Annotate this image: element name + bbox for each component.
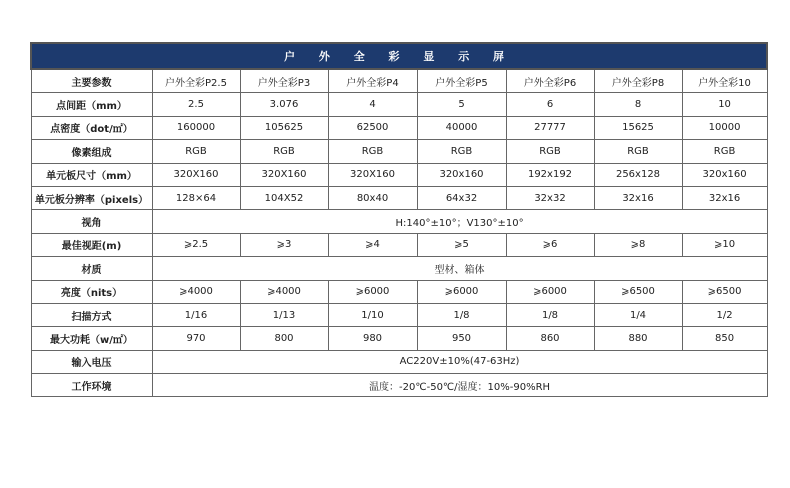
table-row [31,303,767,326]
table-cell: RGB [417,140,506,163]
table-cell: RGB [240,140,328,163]
table-cell: ⩾3 [240,233,328,256]
table-cell: 3.076 [240,93,328,116]
merged-cell: 型材、箱体 [152,257,767,280]
table-cell: 62500 [328,116,417,139]
table-cell: 10000 [682,116,767,139]
table-cell: 320x160 [417,163,506,186]
table-cell: ⩾2.5 [152,233,240,256]
table-cell: ⩾6000 [328,280,417,303]
table-cell: ⩾4 [328,233,417,256]
merged-cell: H:140°±10°；V130°±10° [152,210,767,233]
row-label: 单元板尺寸（mm） [31,163,152,186]
table-cell: ⩾6000 [506,280,594,303]
table-cell: 32x16 [594,186,682,209]
row-label: 扫描方式 [31,303,152,326]
table-cell: ⩾4000 [152,280,240,303]
row-label: 点间距（mm） [31,93,152,116]
table-header-row [31,69,767,93]
header-cell: 户外全彩P5 [417,69,506,93]
table-row [31,210,767,233]
table-row [31,350,767,373]
table-cell: 5 [417,93,506,116]
spec-sheet [30,42,766,397]
table-cell: 80x40 [328,186,417,209]
table-cell: ⩾6000 [417,280,506,303]
spec-table [30,42,768,397]
row-label: 最大功耗（w/㎡） [31,327,152,350]
row-label: 输入电压 [31,350,152,373]
table-cell: 27777 [506,116,594,139]
table-cell: 850 [682,327,767,350]
table-cell: 105625 [240,116,328,139]
table-cell: 256x128 [594,163,682,186]
table-cell: 1/2 [682,303,767,326]
table-cell: 40000 [417,116,506,139]
table-cell: 32x32 [506,186,594,209]
header-cell: 主要参数 [31,69,152,93]
table-row [31,280,767,303]
table-cell: 10 [682,93,767,116]
table-cell: 160000 [152,116,240,139]
header-cell: 户外全彩P4 [328,69,417,93]
table-cell: ⩾8 [594,233,682,256]
header-cell: 户外全彩P3 [240,69,328,93]
table-cell: ⩾6 [506,233,594,256]
table-cell: 800 [240,327,328,350]
header-cell: 户外全彩P8 [594,69,682,93]
row-label: 亮度（nits） [31,280,152,303]
table-cell: 1/16 [152,303,240,326]
table-cell: ⩾10 [682,233,767,256]
table-cell: ⩾6500 [682,280,767,303]
table-row [31,257,767,280]
table-cell: 4 [328,93,417,116]
row-label: 单元板分辨率（pixels） [31,186,152,209]
table-cell: RGB [682,140,767,163]
table-cell: 950 [417,327,506,350]
table-row [31,327,767,350]
row-label: 像素组成 [31,140,152,163]
row-label: 工作环境 [31,374,152,397]
table-cell: ⩾5 [417,233,506,256]
table-row [31,140,767,163]
table-title: 户 外 全 彩 显 示 屏 [31,43,767,69]
table-row [31,93,767,116]
table-cell: 320X160 [152,163,240,186]
table-cell: 15625 [594,116,682,139]
row-label: 最佳视距(m) [31,233,152,256]
row-label: 材质 [31,257,152,280]
table-cell: 1/8 [506,303,594,326]
table-row [31,233,767,256]
table-cell: RGB [152,140,240,163]
table-cell: 860 [506,327,594,350]
header-cell: 户外全彩P6 [506,69,594,93]
table-cell: RGB [506,140,594,163]
row-label: 点密度（dot/㎡） [31,116,152,139]
table-cell: 1/4 [594,303,682,326]
table-cell: ⩾4000 [240,280,328,303]
table-cell: RGB [594,140,682,163]
table-cell: RGB [328,140,417,163]
table-cell: 104X52 [240,186,328,209]
table-body [31,69,767,397]
table-cell: 320X160 [240,163,328,186]
table-cell: 192x192 [506,163,594,186]
table-cell: 320x160 [682,163,767,186]
table-cell: 320X160 [328,163,417,186]
header-cell: 户外全彩P2.5 [152,69,240,93]
table-cell: 64x32 [417,186,506,209]
table-cell: 2.5 [152,93,240,116]
table-cell: 1/8 [417,303,506,326]
table-cell: 970 [152,327,240,350]
merged-cell: AC220V±10%(47-63Hz) [152,350,767,373]
table-cell: 1/13 [240,303,328,326]
row-label: 视角 [31,210,152,233]
table-cell: 128×64 [152,186,240,209]
merged-cell: 温度：-20℃-50℃/湿度：10%-90%RH [152,374,767,397]
table-cell: 8 [594,93,682,116]
header-cell: 户外全彩10 [682,69,767,93]
table-row [31,116,767,139]
table-cell: 880 [594,327,682,350]
table-cell: 6 [506,93,594,116]
table-row [31,186,767,209]
table-row [31,374,767,397]
table-cell: ⩾6500 [594,280,682,303]
table-cell: 1/10 [328,303,417,326]
table-row [31,163,767,186]
table-cell: 32x16 [682,186,767,209]
table-cell: 980 [328,327,417,350]
